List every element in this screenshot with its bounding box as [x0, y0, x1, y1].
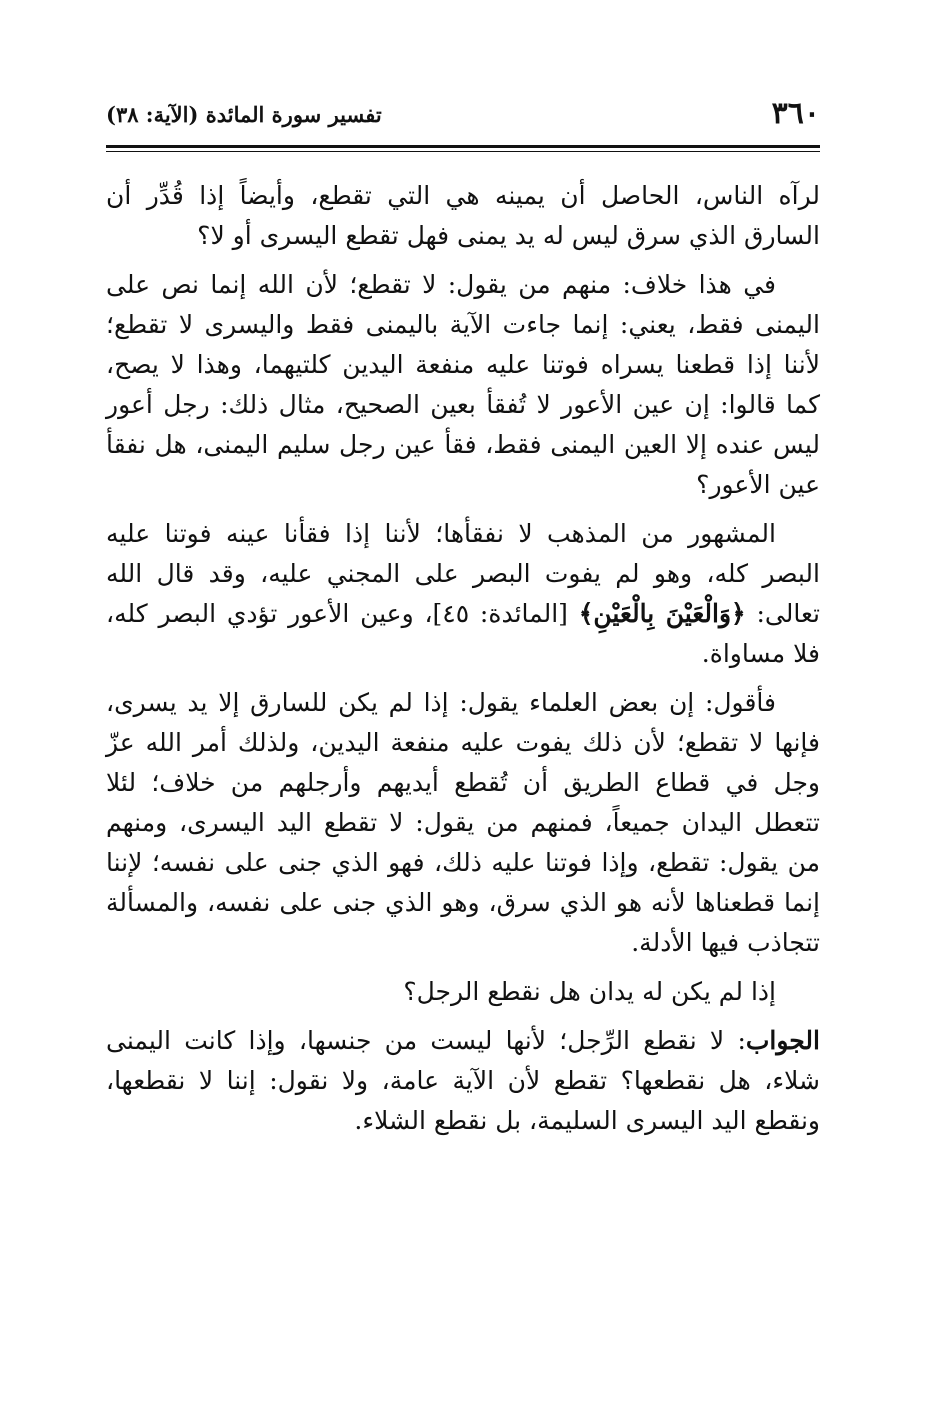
running-title: تفسير سورة المائدة (الآية: ٣٨) [106, 102, 382, 127]
paragraph-3-after-quote: [المائدة: ٤٥]، وعين الأعور تؤدي البصر كله، فلا مساواة. [106, 599, 820, 668]
page-number: ٣٦٠ [771, 96, 820, 131]
header-rule-thick [106, 145, 820, 148]
answer-label: الجواب [745, 1026, 820, 1055]
question-paragraph: إذا لم يكن له يدان هل نقطع الرجل؟ [403, 977, 776, 1006]
paragraph-2: في هذا خلاف: منهم من يقول: لا تقطع؛ لأن الله إنما نص على اليمنى فقط، يعني: إنما جاءت الآية باليمنى فقط واليسرى لا تقطع؛ لأننا إذا قطعنا يسراه فوتنا عليه منفعة اليدين كلتيهما، وهذا لا يصح، كما قالوا: إن عين الأعور لا تُفقأ بعين الصحيح، مثال ذلك: رجل أعور ليس عنده إلا العين اليمنى فقط، فقأ عين رجل سليم اليمنى، هل نفقأ عين الأعور؟ [106, 270, 820, 499]
paragraph-1: لرآه الناس، الحاصل أن يمينه هي التي تقطع، وأيضاً إذا قُدِّر أن السارق الذي سرق ليس له يد يمنى فهل تقطع اليسرى أو لا؟ [106, 181, 820, 250]
page-header [106, 92, 820, 142]
paragraph-4: فأقول: إن بعض العلماء يقول: إذا لم يكن للسارق إلا يد يسرى، فإنها لا تقطع؛ لأن ذلك يفوت عليه منفعة اليدين، ولذلك أمر الله عزّ وجل في قطاع الطريق أن تُقطع أيديهم وأرجلهم من خلاف؛ لئلا تتعطل اليدان جميعاً، فمنهم من يقول: لا تقطع اليد اليسرى، ومنهم من يقول: تقطع، وإذا فوتنا عليه ذلك، فهو الذي جنى على نفسه؛ لإننا إنما قطعناها لأنه هو الذي سرق، وهو الذي جنى على نفسه، والمسألة تتجاذب فيها الأدلة. [106, 688, 820, 957]
paragraph-3-before-quote: المشهور من المذهب لا نفقأها؛ لأننا إذا فقأنا عينه فوتنا عليه البصر كله، وهو لم يفوت البصر على المجني عليه، وقد قال الله تعالى: [106, 519, 820, 628]
answer-text: : لا نقطع الرِّجل؛ لأنها ليست من جنسها، وإذا كانت اليمنى شلاء، هل نقطعها؟ تقطع لأن الآية عامة، ولا نقول: إننا لا نقطعها، ونقطع اليد اليسرى السليمة، بل نقطع الشلاء. [106, 1026, 820, 1135]
paragraph-3 [106, 514, 820, 674]
answer-paragraph [106, 1021, 820, 1141]
quran-quote: ﴿وَالْعَيْنَ بِالْعَيْنِ﴾ [578, 599, 746, 628]
body-text [106, 176, 820, 1150]
header-rule-thin [106, 151, 820, 152]
